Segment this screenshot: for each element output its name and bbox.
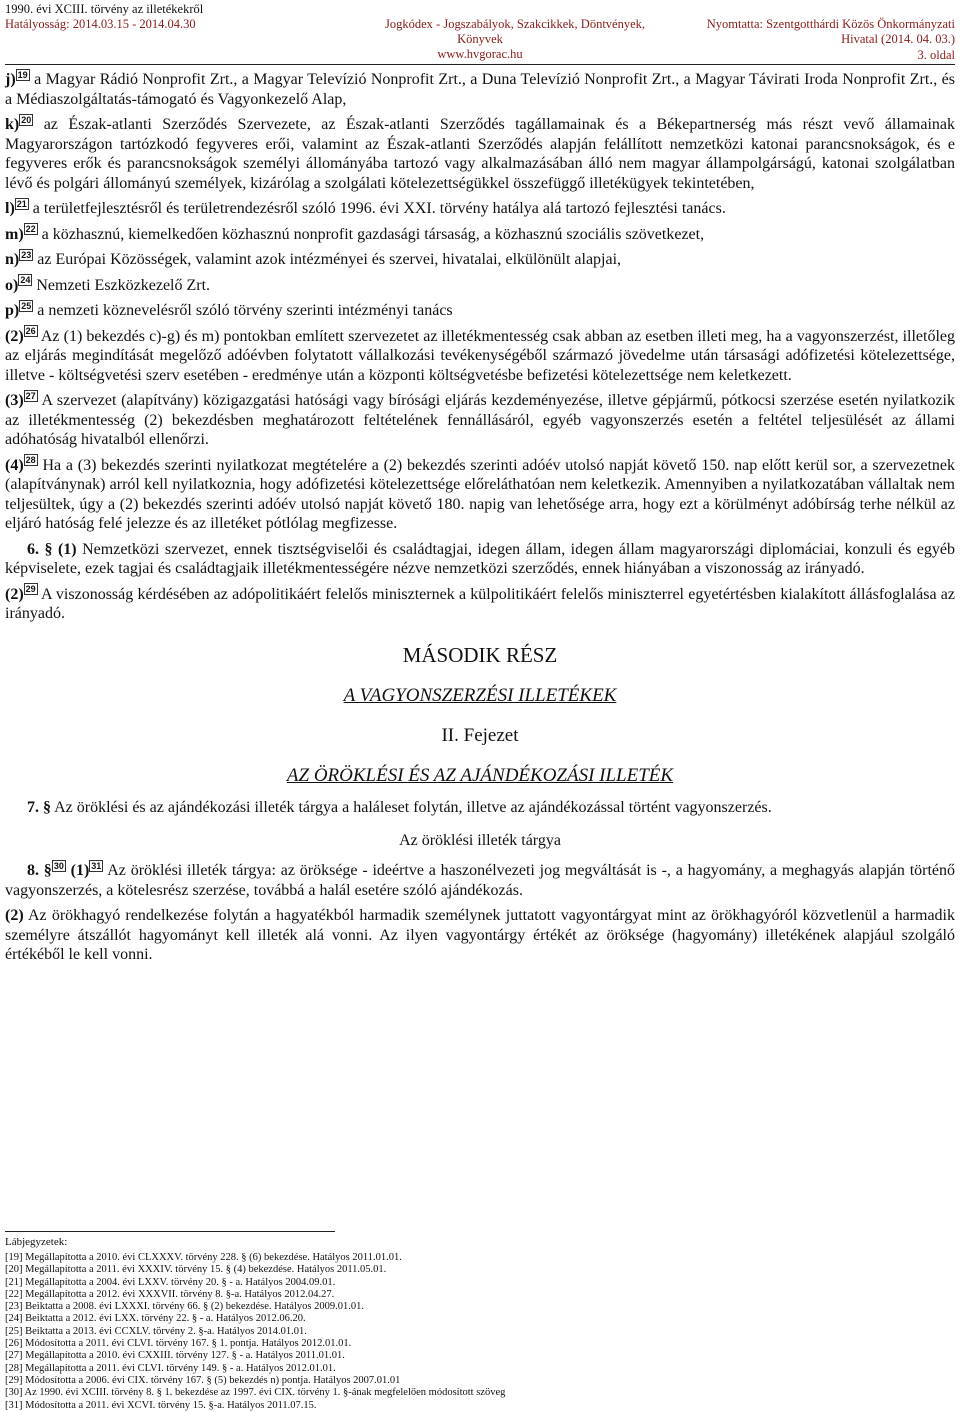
law-title: 1990. évi XCIII. törvény az illetékekről: [5, 2, 204, 16]
document-body: [5, 70, 955, 965]
point-label: m): [5, 225, 24, 243]
printed-by-line-1: Nyomtatta: Szentgotthárdi Közös Önkormányzati: [706, 17, 955, 31]
footnote-item: [28] Megállapította a 2011. évi CLVI. törvény 149. § - a. Hatályos 2012.01.01.: [5, 1362, 336, 1374]
point-text: a nemzeti köznevelésről szóló törvény szerinti intézményi tanács: [37, 302, 453, 319]
footnote-ref[interactable]: 28: [25, 455, 36, 466]
section-text: Az örökhagyó rendelkezése folytán a hagyatékból harmadik személynek juttatott vagyontárgyat mint az örökhagyóról közvetlenül a harmadik személyre átszállót hagyományt kell illeték alá vonni. Az ilyen vagyontárgy értékét az öröksége (hagyomány) illetékének alapjául szolgáló értékéből le kell vonni.: [5, 907, 955, 963]
footnote-ref[interactable]: 20: [21, 114, 32, 125]
point-l: [5, 199, 955, 219]
section-3: [5, 391, 955, 450]
paragraph-6-1: [5, 540, 955, 579]
point-label: n): [5, 251, 20, 268]
section-label: 6. § (1): [27, 540, 77, 558]
footnote-ref[interactable]: 30: [53, 860, 64, 871]
footnote-item: [25] Beiktatta a 2013. évi CCXLV. törvény 2. §-a. Hatályos 2014.01.01.: [5, 1325, 307, 1337]
section-4: [5, 456, 955, 534]
point-o: [5, 276, 955, 296]
section-label: (2): [5, 585, 24, 603]
header-divider: [5, 64, 955, 65]
footnote-item: [30] Az 1990. évi XCIII. törvény 8. § 1. bekezdése az 1997. évi CIX. törvény 1. §-ának megfelelően módosított szöveg: [5, 1387, 506, 1399]
section-text: Az öröklési és az ajándékozási illeték tárgya a haláleset folytán, illetve az ajándékozással történt vagyonszerzés.: [54, 798, 772, 816]
section-label: (1): [70, 862, 90, 879]
footnote-ref[interactable]: 29: [25, 584, 36, 595]
section-label: 7. §: [27, 798, 51, 816]
footnote-ref[interactable]: 21: [16, 198, 27, 209]
section-text: Az (1) bekezdés c)-g) és m) pontokban említett szervezetet az illetékmentesség csak abban az esetben illeti meg, ha a vagyonszerzést, illetőleg az eljárás megindítását megelőző adóévben folytatott vállalkozási tevékenységéből származó jövedelme után társasági adófizetési kötelezettsége, illetve - költségvetési szerv esetében - eredménye után a központi költségvetésbe befizetési kötelezettsége nem keletkezett.: [5, 327, 955, 384]
footnote-item: [31] Módosította a 2011. évi XCVI. törvény 15. §-a. Hatályos 2011.07.15.: [5, 1399, 317, 1411]
section-label: (2): [5, 907, 24, 924]
part-heading: MÁSODIK RÉSZ: [402, 642, 558, 667]
point-p: [5, 301, 955, 321]
footnote-ref[interactable]: 19: [17, 69, 28, 80]
footnote-item: [22] Megállapította a 2012. évi XXXVII. törvény 8. §-a. Hatályos 2012.04.27.: [5, 1288, 335, 1300]
page-number: 3. oldal: [917, 48, 955, 62]
section-text: Ha a (3) bekezdés szerinti nyilatkozat megtételére a (2) bekezdés szerinti adóév utolsó napját követő 150. nap előtt kerül sor, a szervezetnek (alapítványnak) arról kell nyilatkoznia, hogy adófizetési kötelezettsége előreláthatóan nem keletkezik. Amennyiben a nyilatkozatában vállaltak nem teljesültek, úgy a (2) bekezdés szerinti adóév utolsó napját követő 180. napig van lehetősége arra, hogy ezt a körülményt adóbírság terhe nélkül az eljáró hatóság felé jelezze és az illetéket pótlólag megfizesse.: [5, 456, 956, 532]
footnote-ref[interactable]: 27: [25, 390, 36, 401]
section-text: Az öröklési illeték tárgya: az öröksége - ideértve a haszonélvezeti jog megváltását is -, a hagyomány, a meghagyás alapján történő vagyonszerzés, a kötelesrész szerzése, továbbá a halál esetére szóló ajándékozás.: [5, 862, 956, 899]
footnote-ref[interactable]: 24: [20, 275, 31, 286]
section-2: [5, 327, 955, 386]
footnote-ref[interactable]: 31: [91, 860, 102, 871]
paragraph-8-2: [5, 906, 955, 965]
part-title: A VAGYONSZERZÉSI ILLETÉKEK: [343, 684, 617, 706]
footnote-ref[interactable]: 25: [21, 300, 32, 311]
validity-range: Hatályosság: 2014.03.15 - 2014.04.30: [5, 17, 196, 31]
paragraph-6-2: [5, 585, 955, 624]
footnote-ref[interactable]: 23: [21, 249, 32, 260]
footnote-item: [26] Módosította a 2011. évi CLVI. törvény 167. § 1. pontja. Hatályos 2012.01.01.: [5, 1338, 352, 1350]
section-label: (3): [5, 392, 24, 409]
point-text: a Magyar Rádió Nonprofit Zrt., a Magyar Televízió Nonprofit Zrt., a Duna Televízió Nonprofit Zrt., a Magyar Távirati Iroda Nonprofit Zrt., és a Médiaszolgáltatás-támogató és Vagyonkezelő Alap,: [5, 71, 956, 108]
point-k: [5, 115, 955, 193]
source-line-1: Jogkódex - Jogszabályok, Szakcikkek, Döntvények,: [385, 17, 646, 31]
footnote-item: [19] Megállapította a 2010. évi CLXXXV. törvény 228. § (6) bekezdése. Hatályos 2011.01.01.: [5, 1252, 402, 1263]
section-text: A viszonosság kérdésében az adópolitikáért felelős miniszternek a külpolitikáért felelős miniszterrel egyetértésben kialakított állásfoglalása az irányadó.: [5, 585, 956, 622]
point-m: [5, 225, 955, 245]
footnote-item: [23] Beiktatta a 2008. évi LXXXI. törvény 66. § (2) bekezdése. Hatályos 2009.01.01.: [5, 1301, 364, 1313]
point-n: [5, 250, 955, 270]
section-label: 8. §: [27, 862, 52, 879]
point-text: a területfejlesztésről és területrendezésről szóló 1996. évi XXI. törvény hatálya alá tartozó fejlesztési tanács.: [32, 200, 726, 217]
paragraph-8-1: [5, 861, 955, 900]
footnote-item: [24] Beiktatta a 2012. évi LXX. törvény 22. § - a. Hatályos 2012.06.20.: [5, 1313, 306, 1325]
point-label: j): [5, 71, 16, 88]
section-text: Nemzetközi szervezet, ennek tisztségviselői és családtagjai, idegen állam, idegen állam magyarországi diplomáciai, konzuli és egyéb képviselete, ezek tagjai és családtagjaik illetékmentességére nézve nemzetközi szerződés, ennek hiányában a viszonosság az irányadó.: [5, 540, 955, 577]
footnote-divider: [5, 1231, 335, 1232]
chapter-title: AZ ÖRÖKLÉSI ÉS AZ AJÁNDÉKOZÁSI ILLETÉK: [286, 764, 674, 786]
footnotes-heading: Lábjegyzetek:: [5, 1236, 68, 1248]
footnote-item: [29] Módosította a 2006. évi CIX. törvény 167. § (5) bekezdés n) pontja. Hatályos 2007.01.01: [5, 1374, 401, 1386]
point-label: o): [5, 276, 19, 294]
paragraph-7: [5, 798, 955, 818]
footnote-item: [27] Megállapította a 2010. évi CXXIII. törvény 127. § - a. Hatályos 2011.01.01.: [5, 1350, 345, 1362]
section-text: A szervezet (alapítvány) közigazgatási hatósági vagy bírósági eljárás kezdeményezése, illetve gépjármű, pótkocsi szerzése esetén nyilatkozik az illetékmentesség (2) bekezdésben meghatározott feltételének fennállásáról, egyéb vagyonszerzés esetén a feltétel teljesülését az állami adóhatóság hivatalból ellenőrzi.: [5, 392, 955, 448]
chapter-heading: II. Fejezet: [441, 724, 519, 746]
point-text: az Észak-atlanti Szerződés Szervezete, az Észak-atlanti Szerződés tagállamainak és a Békepartnerség más részt vevő államainak Magyarországon tartózkodó fegyveres erői, valamint az Észak-atlanti Szerződés alapján felállított nemzetközi katonai parancsnokságok, és e fegyveres erők és parancsnokságok személyi állományába tartozó vagy alkalmazásában álló nem magyar állampolgárságú, katonai szolgálatban lévő és polgári állományú személyek, kizárólag a szolgálati kötelezettségükkel összefüggő illetékügyek tekintetében,: [5, 116, 956, 192]
printed-by-line-2: Hivatal (2014. 04. 03.): [841, 32, 955, 46]
source-url[interactable]: www.hvgorac.hu: [437, 47, 523, 61]
source-line-2: Könyvek: [457, 32, 503, 46]
section-label: (4): [5, 456, 24, 474]
point-label: k): [5, 116, 20, 133]
point-text: a közhasznú, kiemelkedően közhasznú nonprofit gazdasági társaság, a közhasznú szociális szövetkezet,: [41, 225, 705, 243]
section-label: (2): [5, 327, 24, 345]
footnote-ref[interactable]: 26: [25, 326, 36, 337]
footnote-item: [20] Megállapította a 2011. évi XXXIV. törvény 15. § (4) bekezdése. Hatályos 2011.05.01.: [5, 1264, 387, 1276]
point-label: l): [5, 200, 15, 217]
point-j: [5, 70, 955, 109]
point-label: p): [5, 302, 20, 319]
footnote-item: [21] Megállapította a 2004. évi LXXV. törvény 20. § - a. Hatályos 2004.09.01.: [5, 1276, 336, 1288]
footnote-ref[interactable]: 22: [25, 224, 36, 235]
point-text: Nemzeti Eszközkezelő Zrt.: [36, 276, 211, 294]
point-text: az Európai Közösségek, valamint azok intézményei és szervei, hivatalai, elkülönült alapjai,: [37, 251, 622, 268]
sub-heading: Az öröklési illeték tárgya: [399, 832, 561, 849]
footnotes: [5, 1231, 955, 1412]
page-header: [0, 0, 960, 62]
